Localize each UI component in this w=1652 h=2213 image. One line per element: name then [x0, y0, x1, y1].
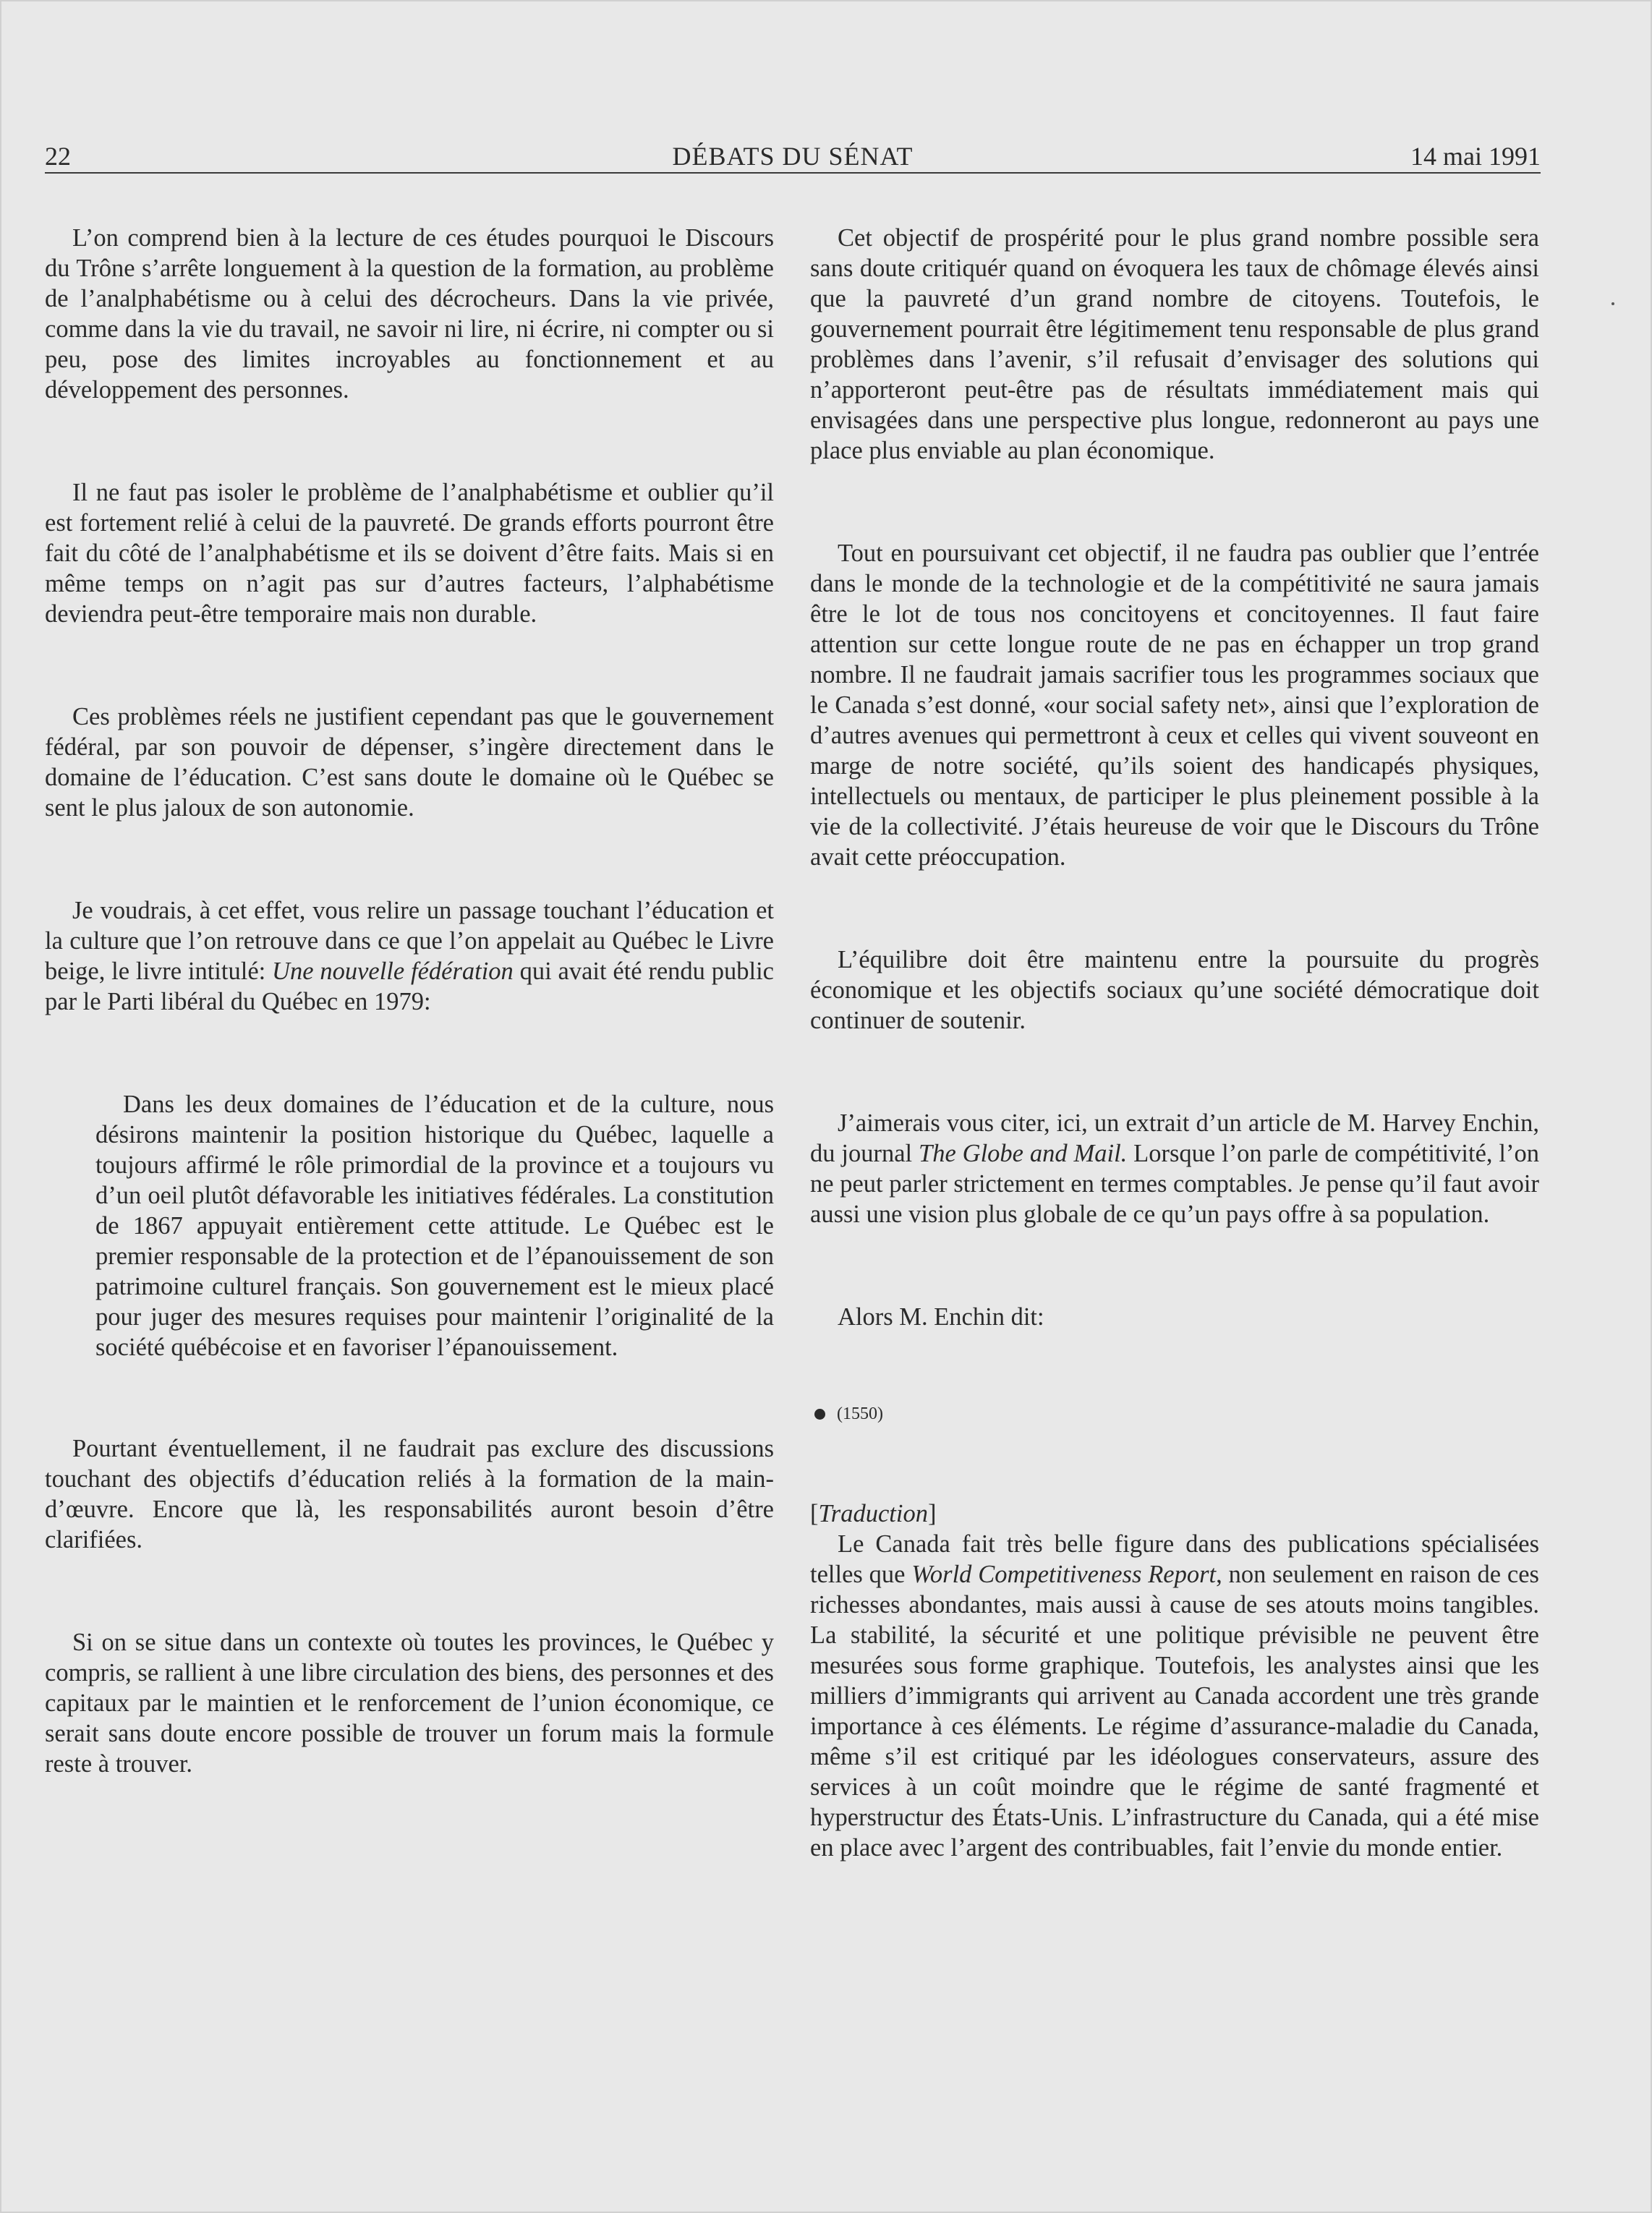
paragraph: L’équilibre doit être maintenu entre la poursuite du progrès économique et les objectifs sociaux qu’une société démocratique doit continuer de soutenir. — [810, 946, 1539, 1034]
text-run: , non seulement en raison de ces richesses abondantes, mais aussi à cause de ses atouts moins tangibles. La stabilité, la sécurité et une politique prévisible ne peuvent être mesurées sous forme graphique. Toutefois, les analystes ainsi que les milliers d’immigrants qui arrivent au Canada accordent une très grande importance à ces éléments. Le régime d’assurance-maladie du Canada, même s’il est critiqué par les idéologues conservateurs, assure des services à un coût moindre que le régime de santé fragmenté et hyperstructur des États-Unis. L’infrastructure du Canada, qui a été mise en place avec l’argent des contribuables, fait l’envie du monde entier. — [810, 1561, 1539, 1862]
speck-mark — [1611, 302, 1614, 305]
bullet-icon — [814, 1409, 825, 1420]
paragraph: Pourtant éventuellement, il ne faudrait pas exclure des discussions touchant des objectifs d’éducation reliés à la formation de la main-d’œuvre. Encore que là, les responsabilités auront besoin d’être clarifiées. — [45, 1435, 774, 1553]
bracket-open: [ — [810, 1500, 819, 1527]
time-stamp: (1550) — [837, 1404, 883, 1423]
paragraph: Ces problèmes réels ne justifient cependant pas que le gouvernement fédéral, par son pouvoir de dépenser, s’ingère directement dans le domaine de l’éducation. C’est sans doute le domaine où le Québec se sent le plus jaloux de son autonomie. — [45, 703, 774, 822]
page-number: 22 — [45, 142, 71, 171]
text-run: Lorsque l’on parle de compétitivité, l’on ne peut parler strictement en termes comptables. Je pense qu’il faut avoir aussi une vision plus globale de ce qu’un pays offre à sa population. — [810, 1140, 1539, 1228]
text-run: Le Canada fait très belle figure dans des publications spécialisées telles que — [810, 1530, 1539, 1588]
left-column — [45, 223, 774, 1779]
running-header — [45, 137, 1541, 175]
paragraph-with-title — [810, 1529, 1539, 1863]
paragraph: Alors M. Enchin dit: — [838, 1303, 1044, 1331]
paragraph: L’on comprend bien à la lecture de ces études pourquoi le Discours du Trône s’arrête longuement à la question de la formation, au problème de l’analphabétisme ou à celui des décrocheurs. Dans la vie privée, comme dans la vie du travail, ne savoir ni lire, ni écrire, ni compter ou si peu, pose des limites incroyables au fonctionnement et au développement des personnes. — [45, 224, 774, 404]
issue-date: 14 mai 1991 — [1410, 142, 1541, 171]
paragraph-with-title — [810, 1108, 1539, 1229]
newspaper-title: The Globe and Mail. — [919, 1140, 1128, 1167]
paragraph: Il ne faut pas isoler le problème de l’analphabétisme et oublier qu’il est fortement relié à celui de la pauvreté. De grands efforts pourront être fait du côté de l’analphabétisme et ils se doivent d’être faits. Mais si en même temps on n’agit pas sur d’autres facteurs, l’alphabétisme deviendra peut-être temporaire mais non durable. — [45, 479, 774, 628]
paragraph-with-title — [45, 895, 774, 1017]
translation-label: Traduction — [818, 1500, 928, 1527]
paragraph: Si on se situe dans un contexte où toutes les provinces, le Québec y compris, se rallient à une libre circulation des biens, des personnes et des capitaux par le maintien et le renforcement de l’union économique, ce serait sans doute encore possible de trouver un forum mais la formule reste à trouver. — [45, 1629, 774, 1778]
text-run: Je voudrais, à cet effet, vous relire un passage touchant l’éducation et la culture que l’on retrouve dans ce que l’on appelait au Québec le Livre beige, le livre intitulé: — [45, 897, 774, 985]
header-rule — [45, 172, 1541, 174]
bracket-close: ] — [927, 1500, 937, 1527]
right-column — [810, 223, 1539, 1863]
journal-title: DÉBATS DU SÉNAT — [672, 142, 914, 171]
translation-tag — [810, 1498, 1539, 1529]
block-quote: Dans les deux domaines de l’éducation et de la culture, nous désirons maintenir la position historique du Québec, laquelle a toujours affirmé le rôle primordial de la province et a toujours vu d’un oeil plutôt défavorable les initiatives fédérales. La constitution de 1867 appuyait entièrement cette attitude. Le Québec est le premier responsable de la protection et de l’épanouissement de son patrimoine culturel français. Son gouvernement est le mieux placé pour juger des mesures requises pour maintenir l’originalité de la société québécoise et en favoriser l’épanouissement. — [95, 1091, 774, 1361]
text-run: qui avait été rendu public par le Parti libéral du Québec en 1979: — [45, 958, 774, 1015]
paragraph: Cet objectif de prospérité pour le plus grand nombre possible sera sans doute critiquér quand on évoquera les taux de chômage élevés ainsi que la pauvreté d’un grand nombre de citoyens. Toutefois, le gouvernement pourrait être légitimement tenu responsable de plus grand problèmes dans l’avenir, s’il refusait d’envisager des solutions qui n’apporteront peut-être pas de résultats immédiatement mais qui envisagées dans une perspective plus longue, redonneront au pays une place plus enviable au plan économique. — [810, 224, 1539, 464]
paragraph: Tout en poursuivant cet objectif, il ne faudra pas oublier que l’entrée dans le monde de la technologie et de la compétitivité ne saura jamais être le lot de tous nos concitoyens et concitoyennes. Il faut faire attention sur cette longue route de ne pas en échapper un trop grand nombre. Il ne faudrait jamais sacrifier tous les programmes sociaux que le Canada s’est donné, «our social safety net», ainsi que l’exploration de d’autres avenues qui permettront à ceux et celles qui vivent souveont en marge de notre société, qu’ils soient des handicapés physiques, intellectuels ou mentaux, de participer le plus pleinement possible à la vie de la collectivité. J’étais heureuse de voir que le Discours du Trône avait cette préoccupation. — [810, 540, 1539, 871]
report-title: World Competitiveness Report — [911, 1561, 1217, 1588]
book-title: Une nouvelle fédération — [272, 958, 514, 985]
text-run: J’aimerais vous citer, ici, un extrait d’un article de M. Harvey Enchin, du journal — [810, 1109, 1539, 1167]
time-marker — [810, 1402, 1539, 1426]
